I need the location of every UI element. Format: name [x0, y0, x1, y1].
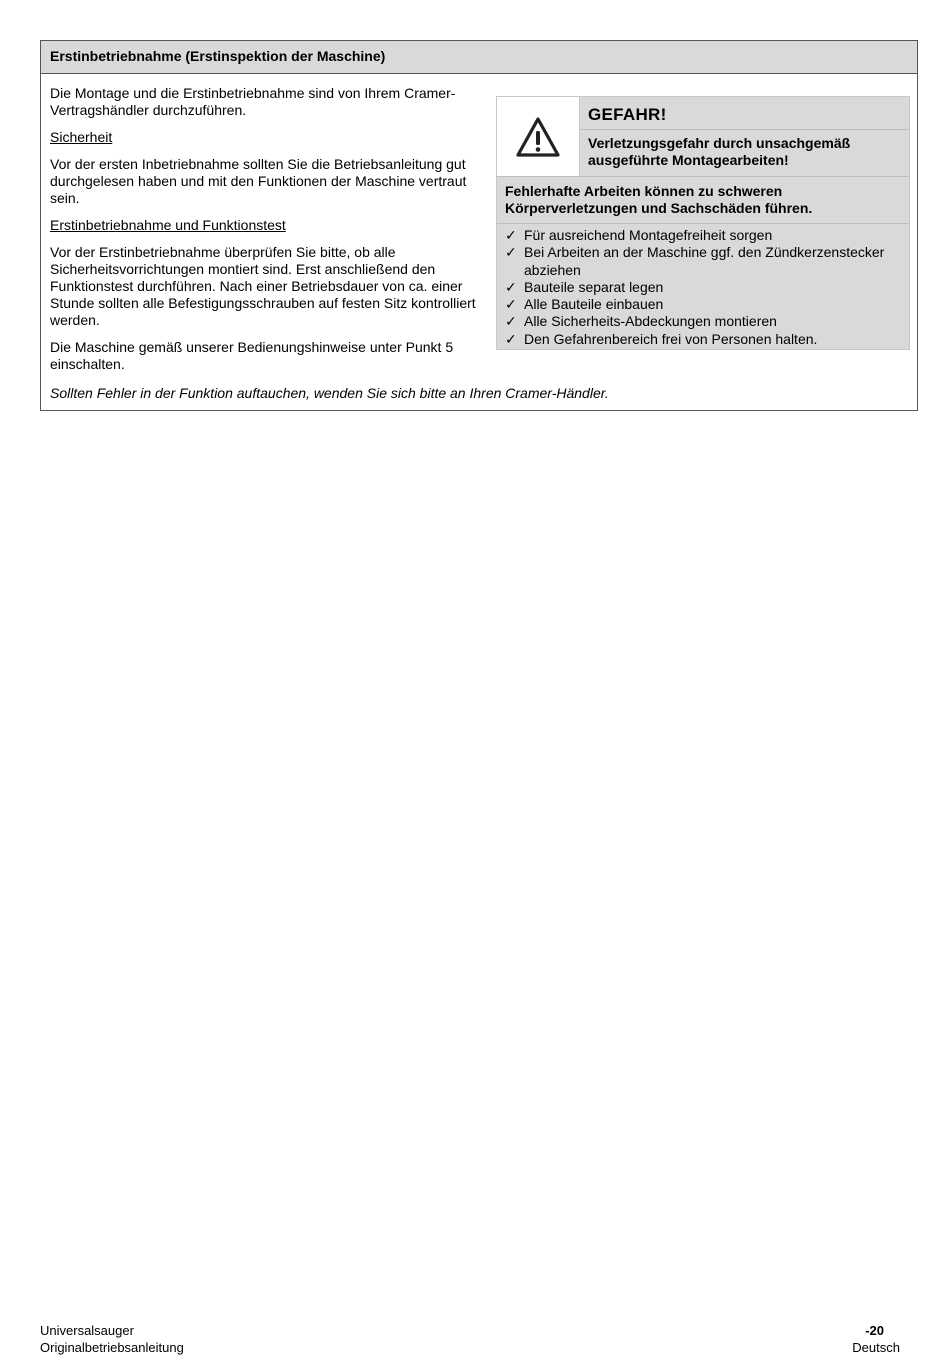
danger-warning-box — [496, 96, 910, 350]
commissioning-section — [40, 40, 918, 411]
check-icon: ✓ — [505, 313, 517, 330]
footer-doc-type: Originalbetriebsanleitung — [40, 1340, 184, 1355]
footer-left — [40, 1322, 184, 1356]
page-number: -20 — [865, 1323, 884, 1338]
list-item: ✓ Alle Sicherheits-Abdeckungen montieren — [505, 313, 777, 330]
warning-header — [497, 97, 909, 177]
warning-consequence: Fehlerhafte Arbeiten können zu schweren Körperverletzungen und Sachschäden führen. — [497, 177, 909, 224]
footer-language: Deutsch — [852, 1340, 900, 1355]
function-test-heading: Erstinbetriebnahme und Funktionstest — [50, 217, 286, 233]
check-icon: ✓ — [505, 330, 517, 347]
warning-hazard: Verletzungsgefahr durch unsachgemäß ausgeführte Montagearbeiten! — [588, 135, 851, 168]
list-item: ✓ Für ausreichend Montagefreiheit sorgen — [505, 227, 773, 243]
warning-measures-list — [497, 224, 909, 349]
warning-signal-word: GEFAHR! — [580, 97, 909, 130]
section-title: Erstinbetriebnahme (Erstinspektion der Maschine) — [41, 41, 917, 74]
warning-triangle-icon — [515, 116, 561, 158]
check-icon: ✓ — [505, 244, 517, 261]
check-icon: ✓ — [505, 227, 517, 243]
start-paragraph: Die Maschine gemäß unserer Bedienungshinweise unter Punkt 5 einschalten. — [50, 339, 454, 372]
section-body — [50, 85, 488, 383]
list-item: ✓ Alle Bauteile einbauen — [505, 296, 664, 313]
list-item: ✓ Den Gefahrenbereich frei von Personen halten. — [505, 330, 818, 347]
list-item: ✓ Bei Arbeiten an der Maschine ggf. den Zündkerzenstecker abziehen — [505, 244, 885, 278]
safety-heading: Sicherheit — [50, 129, 113, 145]
check-icon: ✓ — [505, 278, 517, 295]
function-test-paragraph: Vor der Erstinbetriebnahme überprüfen Sie bitte, ob alle Sicherheitsvorrichtungen montiert sind. Erst anschließend den Funktionstest durchführen. Nach einer Betriebsdauer von ca. einer Stunde sollten alle Befestigungsschrauben auf festen Sitz kontrolliert werden. — [50, 244, 476, 328]
closing-note: Sollten Fehler in der Funktion auftauchen, wenden Sie sich bitte an Ihren Cramer-Händler. — [50, 385, 609, 401]
warning-icon-cell — [497, 97, 580, 176]
footer-product: Universalsauger — [40, 1323, 134, 1338]
check-icon: ✓ — [505, 296, 517, 313]
safety-paragraph: Vor der ersten Inbetriebnahme sollten Sie die Betriebsanleitung gut durchgelesen haben und mit den Funktionen der Maschine vertraut sein. — [50, 156, 467, 206]
list-item: ✓ Bauteile separat legen — [505, 278, 664, 295]
intro-paragraph: Die Montage und die Erstinbetriebnahme sind von Ihrem Cramer-Vertragshändler durchzuführen. — [50, 85, 456, 118]
footer-right — [852, 1322, 900, 1356]
